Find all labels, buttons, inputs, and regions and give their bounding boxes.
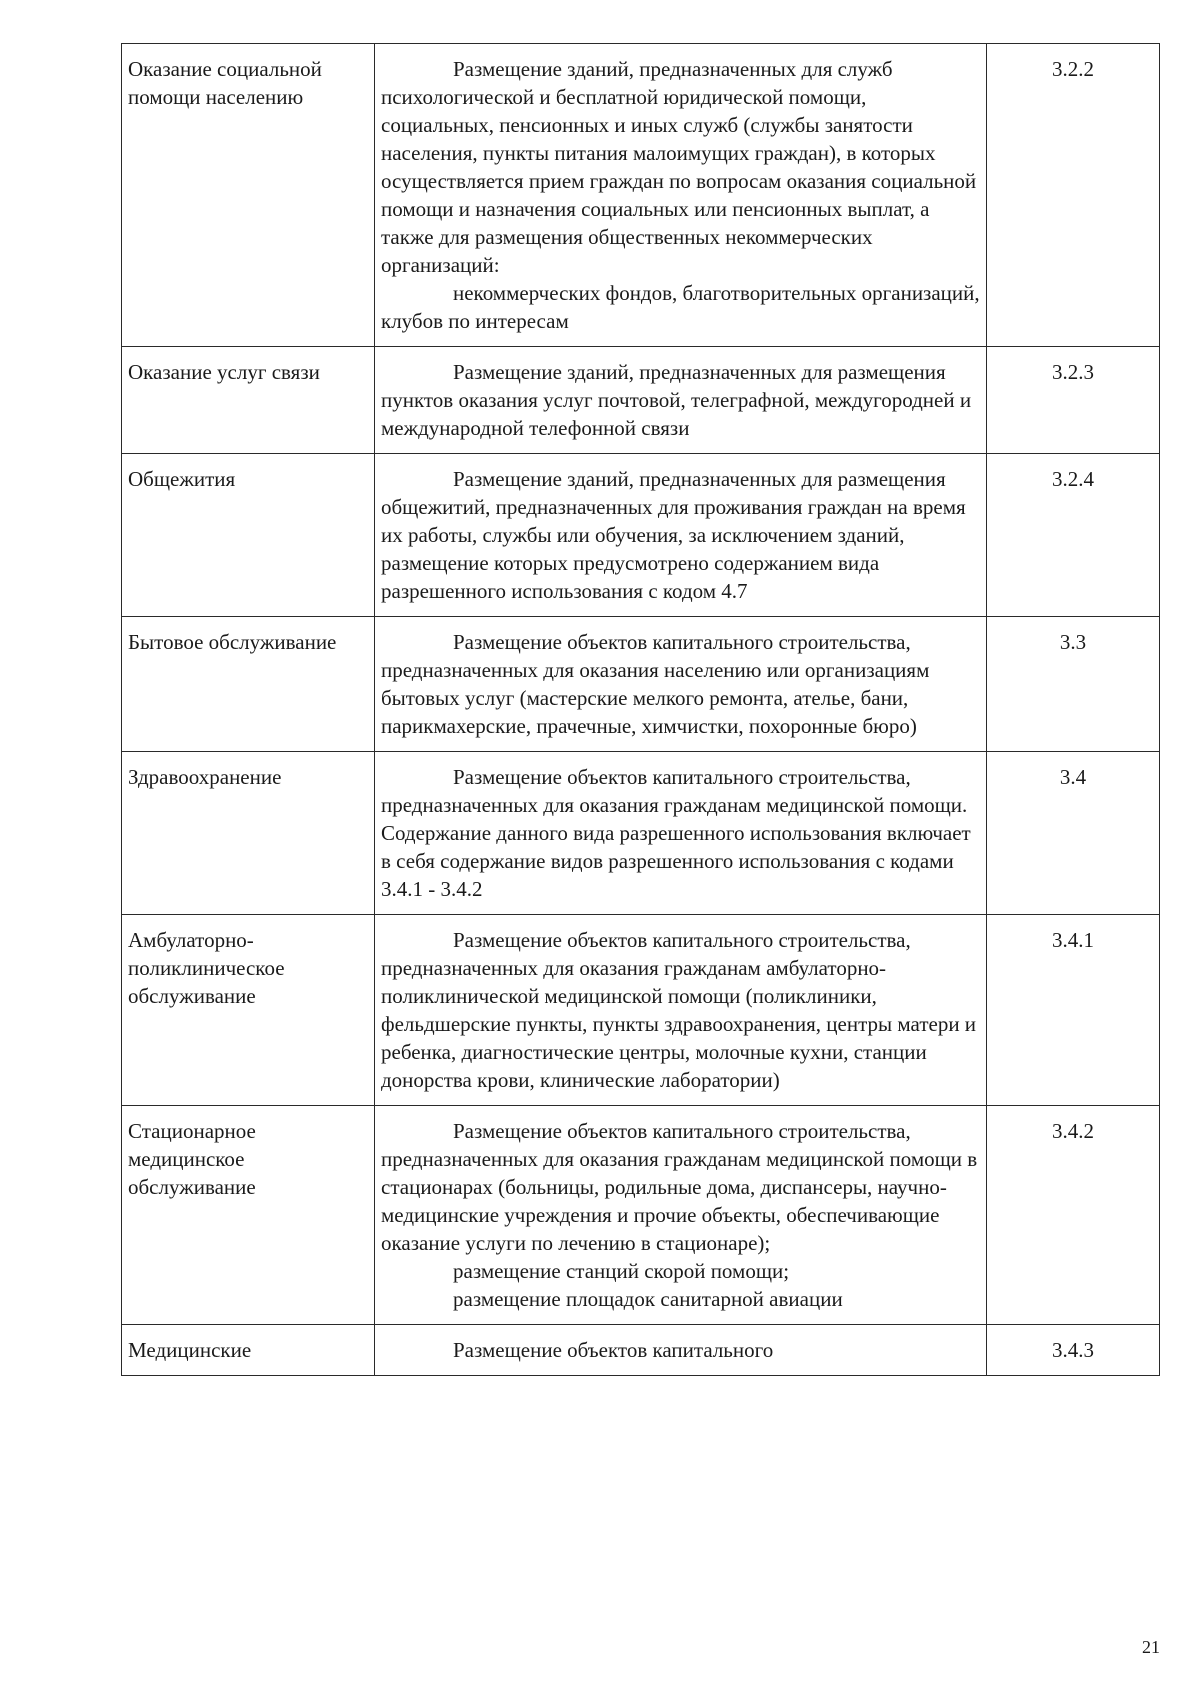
table-row [122,617,1160,752]
use-type-name: Медицинские [122,1325,375,1376]
table-row [122,347,1160,454]
use-type-description [375,454,987,617]
use-type-name: Общежития [122,454,375,617]
use-type-name: Амбулаторно-поликлиническое обслуживание [122,915,375,1106]
description-paragraph: Размещение объектов капитального строительства, предназначенных для оказания гражданам амбулаторно-поликлинической медицинской помощи (поликлиники, фельдшерские пункты, пункты здравоохранения, центры матери и ребенка, диагностические центры, молочные кухни, станции донорства крови, клинические лаборатории) [381,928,977,1092]
table-row [122,44,1160,347]
use-type-code: 3.4.3 [987,1325,1160,1376]
description-paragraph: Размещение зданий, предназначенных для размещения пунктов оказания услуг почтовой, телеграфной, междугородней и международной телефонной связи [381,360,972,440]
land-use-table [121,43,1160,1376]
table-body [122,44,1160,1376]
use-type-name: Оказание социальной помощи населению [122,44,375,347]
use-type-name: Здравоохранение [122,752,375,915]
description-paragraph: размещение станций скорой помощи; [453,1259,790,1283]
use-type-name: Стационарное медицинское обслуживание [122,1106,375,1325]
description-paragraph: Размещение объектов капитального строительства, предназначенных для оказания населению или организациям бытовых услуг (мастерские мелкого ремонта, ателье, бани, парикмахерские, прачечные, химчистки, похоронные бюро) [381,630,930,738]
use-type-name: Бытовое обслуживание [122,617,375,752]
table-row [122,1325,1160,1376]
use-type-description [375,1106,987,1325]
table-row [122,1106,1160,1325]
table-row [122,915,1160,1106]
description-paragraph: Размещение объектов капитального [453,1338,774,1362]
page-number: 21 [1142,1637,1160,1657]
use-type-name: Оказание услуг связи [122,347,375,454]
description-paragraph: Размещение зданий, предназначенных для размещения общежитий, предназначенных для проживания граждан на время их работы, службы или обучения, за исключением зданий, размещение которых предусмотрено содержанием вида разрешенного использования с кодом 4.7 [381,467,966,603]
use-type-description [375,915,987,1106]
use-type-code: 3.2.4 [987,454,1160,617]
description-paragraph: Размещение объектов капитального строительства, предназначенных для оказания гражданам медицинской помощи в стационарах (больницы, родильные дома, диспансеры, научно-медицинские учреждения и прочие объекты, обеспечивающие оказание услуги по лечению в стационаре); [381,1119,978,1255]
use-type-code: 3.2.3 [987,347,1160,454]
table-row [122,752,1160,915]
use-type-code: 3.4 [987,752,1160,915]
description-paragraph: размещение площадок санитарной авиации [453,1287,843,1311]
use-type-code: 3.4.1 [987,915,1160,1106]
use-type-code: 3.2.2 [987,44,1160,347]
use-type-code: 3.4.2 [987,1106,1160,1325]
use-type-description [375,347,987,454]
use-type-description [375,617,987,752]
use-type-description [375,44,987,347]
use-type-description [375,752,987,915]
use-type-description [375,1325,987,1376]
table-row [122,454,1160,617]
use-type-code: 3.3 [987,617,1160,752]
description-paragraph: Размещение объектов капитального строительства, предназначенных для оказания гражданам медицинской помощи. Содержание данного вида разрешенного использования включает в себя содержание видов разрешенного использования с кодами 3.4.1 - 3.4.2 [381,765,971,901]
description-paragraph: некоммерческих фондов, благотворительных организаций, клубов по интересам [381,281,980,333]
description-paragraph: Размещение зданий, предназначенных для служб психологической и бесплатной юридической помощи, социальных, пенсионных и иных служб (службы занятости населения, пункты питания малоимущих граждан), в которых осуществляется прием граждан по вопросам оказания социальной помощи и назначения социальных или пенсионных выплат, а также для размещения общественных некоммерческих организаций: [381,57,977,277]
